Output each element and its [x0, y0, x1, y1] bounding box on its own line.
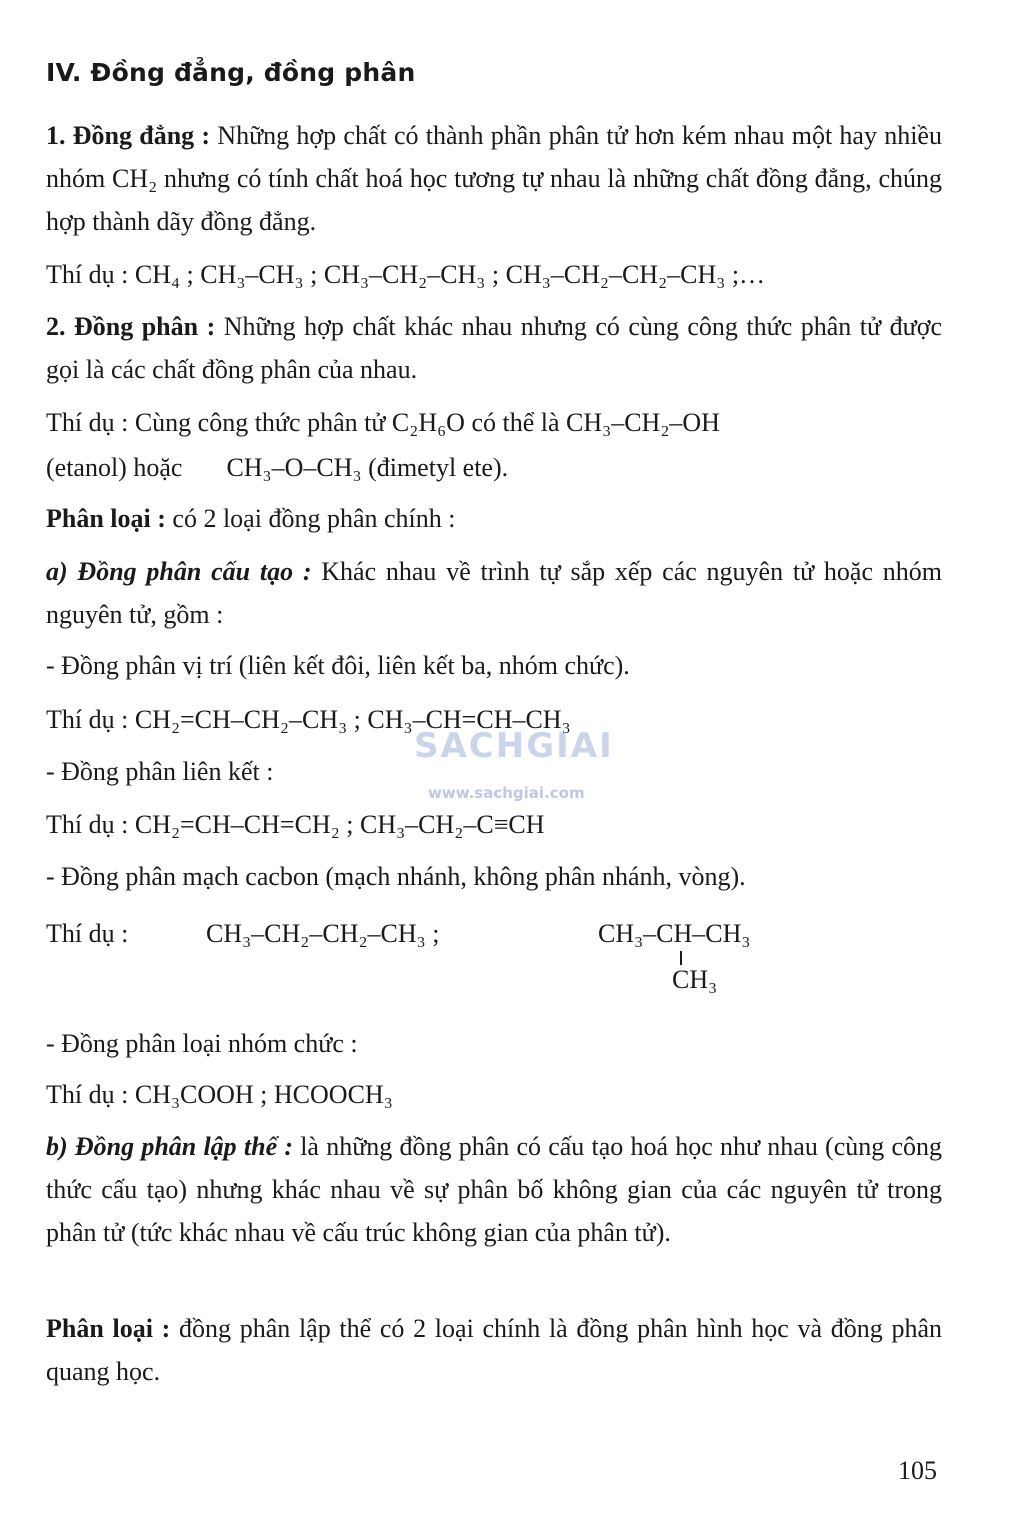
position-isomer: - Đồng phân vị trí (liên kết đôi, liên kết ba, nhóm chức).	[46, 651, 630, 680]
structural-isomer	[46, 550, 942, 636]
classification-2	[46, 1307, 942, 1393]
homolog-example: Thí dụ : CH₄ ; CH₃–CH₃ ; CH₃–CH₂–CH₃ ; CH₃–CH₂–CH₂–CH₃ ;…	[46, 260, 766, 289]
classification-2-label: Phân loại :	[46, 1314, 171, 1343]
chain-example-label: Thí dụ :	[46, 919, 129, 948]
watermark-brand: SACHGIAI	[414, 726, 614, 766]
isomer-text: Những hợp chất khác nhau nhưng có cùng công thức phân tử được gọi là các chất đồng phân của nhau.	[46, 312, 942, 384]
stereo-isomer-text: là những đồng phân có cấu tạo hoá học như nhau (cùng công thức cấu tạo) nhưng khác nhau về sự phân bố không gian của các nguyên tử trong phân tử (tức khác nhau về cấu trúc không gian của phân tử).	[46, 1132, 943, 1247]
functional-isomer: - Đồng phân loại nhóm chức :	[46, 1029, 358, 1058]
isomer-example-line2	[46, 452, 508, 484]
functional-isomer-example: Thí dụ : CH₃COOH ; HCOOCH₃	[46, 1080, 393, 1109]
isomer-label: 2. Đồng phân :	[46, 312, 216, 341]
bond-isomer: - Đồng phân liên kết :	[46, 757, 274, 786]
classification-1-label: Phân loại :	[46, 504, 166, 533]
homolog-text: Những hợp chất có thành phần phân tử hơn kém nhau một hay nhiều nhóm CH₂ nhưng có tính chất hoá học tương tự nhau là những chất đồng đẳng, chúng hợp thành dãy đồng đẳng.	[46, 121, 942, 236]
butane-formula: CH₃–CH₂–CH₂–CH₃ ;	[206, 919, 440, 948]
stereo-isomer	[46, 1125, 942, 1254]
isomer-example-ether: CH₃–O–CH₃ (đimetyl ete).	[226, 453, 509, 482]
homolog-label: 1. Đồng đẳng :	[46, 121, 211, 150]
classification-1	[46, 503, 455, 535]
structural-isomer-label: a) Đồng phân cấu tạo :	[46, 557, 312, 586]
classification-1-text: có 2 loại đồng phân chính :	[165, 504, 456, 533]
isomer-definition	[46, 305, 942, 391]
isobutane-main-chain: CH₃–CH–CH₃	[598, 919, 751, 948]
isomer-example-line1: Thí dụ : Cùng công thức phân tử C₂H₆O có thể là CH₃–CH₂–OH	[46, 408, 720, 437]
classification-2-text: đồng phân lập thể có 2 loại chính là đồng phân hình học và đồng phân quang học.	[46, 1314, 942, 1386]
branch-bond-line	[680, 951, 682, 965]
page-number: 105	[898, 1456, 937, 1485]
stereo-isomer-label: b) Đồng phân lập thể :	[46, 1132, 293, 1161]
chain-isomer: - Đồng phân mạch cacbon (mạch nhánh, không phân nhánh, vòng).	[46, 862, 746, 891]
structural-isomer-text: Khác nhau về trình tự sắp xếp các nguyên tử hoặc nhóm nguyên tử, gồm :	[46, 557, 942, 629]
isobutane-branch: CH₃	[672, 965, 718, 994]
isomer-example-ethanol: (etanol) hoặc	[46, 453, 183, 482]
isobutane-formula	[598, 919, 818, 1009]
sachgiai-watermark	[414, 722, 614, 812]
bond-isomer-example: Thí dụ : CH₂=CH–CH=CH₂ ; CH₃–CH₂–C≡CH	[46, 810, 545, 839]
chain-isomer-example	[46, 915, 942, 1005]
section-heading: IV. Đồng đẳng, đồng phân	[46, 58, 416, 87]
position-isomer-example: Thí dụ : CH₂=CH–CH₂–CH₃ ; CH₃–CH=CH–CH₃	[46, 705, 571, 734]
watermark-url: www.sachgiai.com	[428, 784, 585, 802]
homolog-definition	[46, 114, 942, 243]
